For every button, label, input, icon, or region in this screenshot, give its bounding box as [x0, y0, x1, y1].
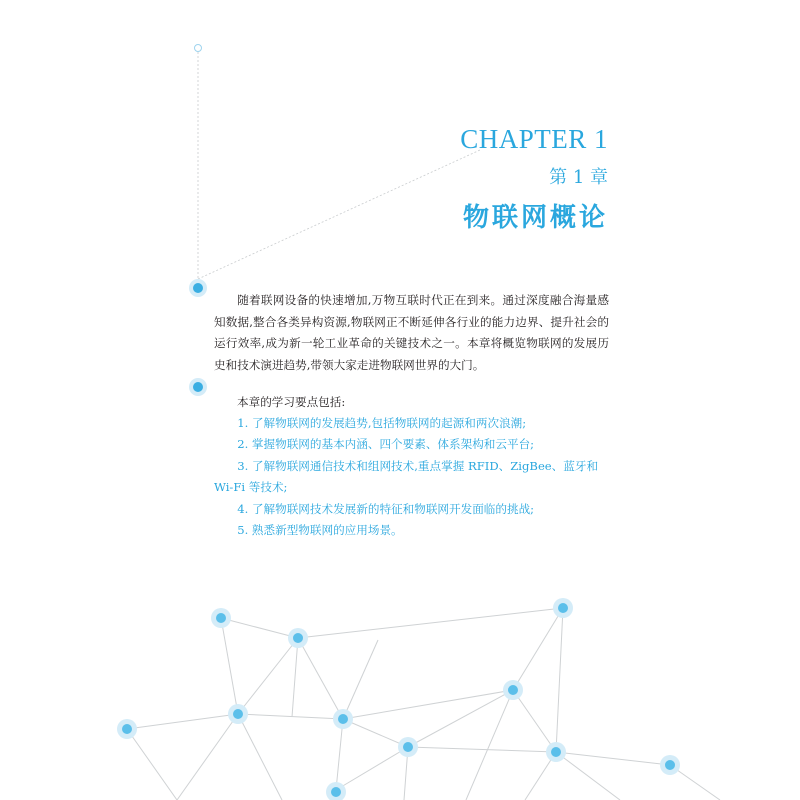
bullet-dot-icon	[189, 279, 207, 297]
key-point-item: 3. 了解物联网通信技术和组网技术,重点掌握 RFID、ZigBee、蓝牙和 Wi-Fi 等技术;	[214, 458, 599, 495]
key-point-item: 2. 掌握物联网的基本内涵、四个要素、体系架构和云平台;	[237, 437, 535, 452]
network-node-icon	[333, 709, 353, 729]
intro-paragraph: 随着联网设备的快速增加,万物互联时代正在到来。通过深度融合海量感知数据,整合各类异构资源,物联网正不断延伸各行业的能力边界、提升社会的运行效率,成为新一轮工业革命的关键技术之一。本章将概览物联网的发展历史和技术演进趋势,带领大家走进物联网世界的大门。	[214, 293, 609, 372]
key-point-item: 5. 熟悉新型物联网的应用场景。	[237, 523, 403, 538]
network-node-icon	[398, 737, 418, 757]
network-node-icon	[326, 782, 346, 800]
network-node-icon	[228, 704, 248, 724]
network-node-icon	[211, 608, 231, 628]
network-lines	[127, 608, 720, 800]
network-node-icon	[503, 680, 523, 700]
network-node-icon	[117, 719, 137, 739]
chapter-label-cn: 第 1 章	[549, 167, 608, 188]
key-points-list	[214, 413, 609, 541]
network-node-icon	[553, 598, 573, 618]
network-node-icon	[660, 755, 680, 775]
key-point-item: 1. 了解物联网的发展趋势,包括物联网的起源和两次浪潮;	[237, 416, 527, 430]
key-point-item: 4. 了解物联网技术发展新的特征和物联网开发面临的挑战;	[237, 501, 535, 516]
header-connector-lines	[198, 48, 480, 279]
network-node-icon	[546, 742, 566, 762]
key-points-heading: 本章的学习要点包括:	[237, 395, 346, 409]
network-node-icon	[288, 628, 308, 648]
bullet-dot-icon	[189, 378, 207, 396]
chapter-label-en: CHAPTER 1	[460, 124, 608, 154]
small-connector-node	[195, 45, 202, 52]
chapter-title: 物联网概论	[462, 203, 608, 233]
